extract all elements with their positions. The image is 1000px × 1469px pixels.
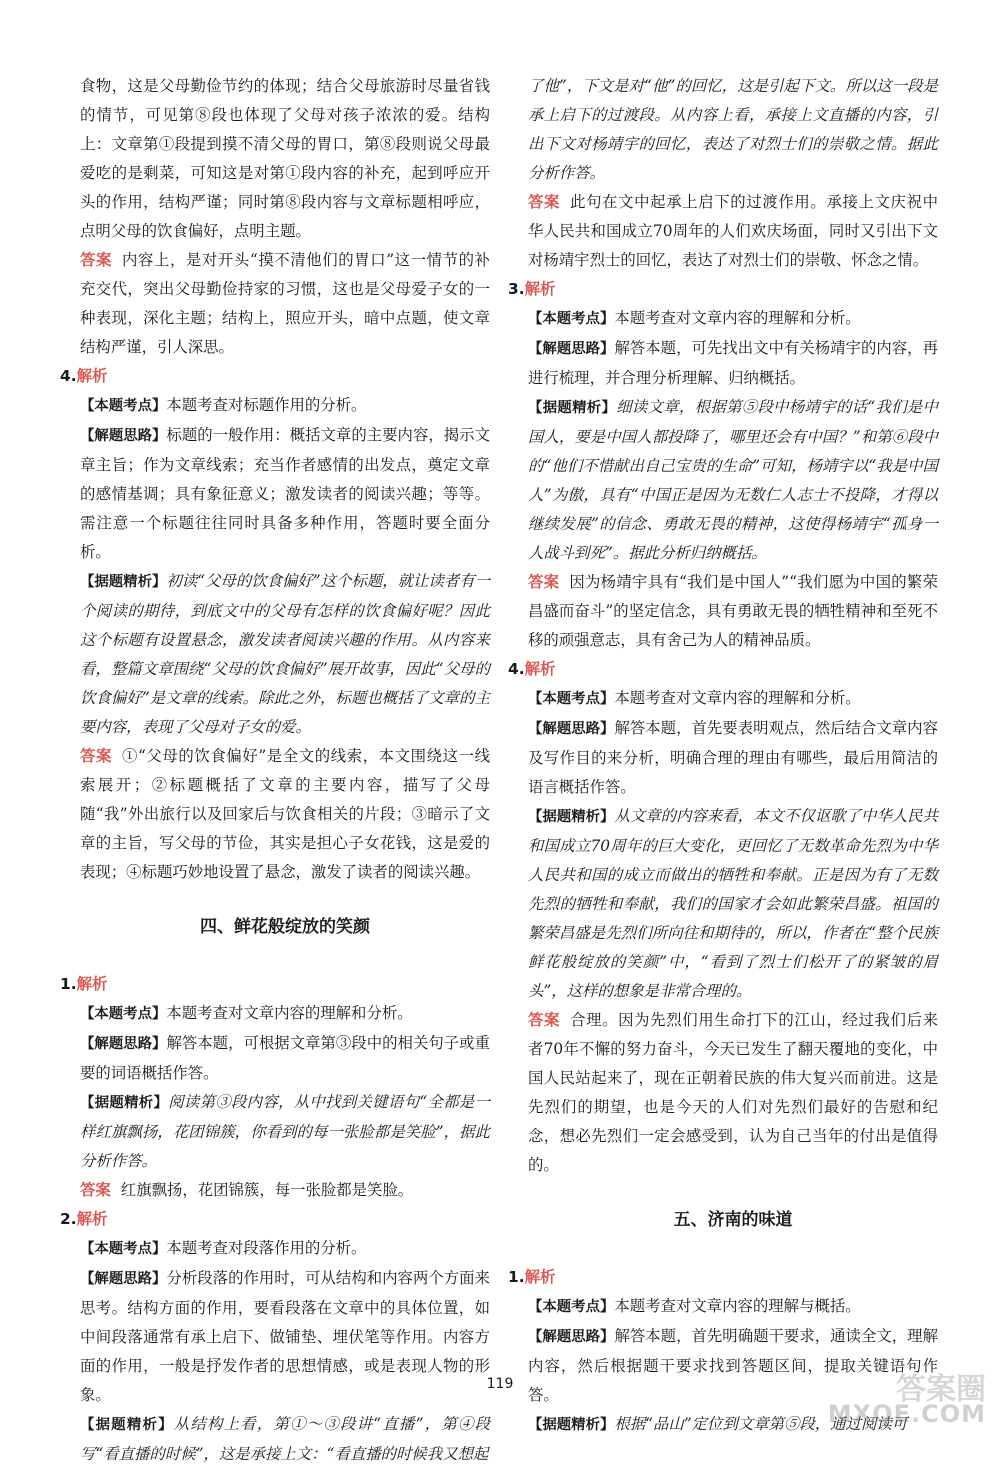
watermark-logo [810,1362,990,1432]
question-header [60,970,490,999]
question-number: 2. [60,1210,77,1228]
jingxi-paragraph [528,393,938,568]
answer-paragraph [80,742,490,887]
jingxi-paragraph [80,1410,490,1469]
analysis-label: 解析 [524,660,556,678]
watermark-cn: 答案圈 [896,1372,986,1407]
answer-text: 内容上，是对开头“摸不清他们的胃口”这一情节的补充交代，突出父母勤俭持家的习惯，这也是父母爱子女的一种表现，深化主题；结构上，照应开头，暗中点题，使文章结构严谨，引人深思。 [80,251,490,356]
silu-label: 【解题思路】 [80,1271,167,1287]
kaodian-text: 本题考查对文章内容的理解和分析。 [614,689,861,707]
question-header [508,1263,938,1292]
analysis-label: 解析 [76,975,108,993]
kaodian-paragraph [80,391,490,421]
answer-text: 红旗飘扬，花团锦簇，每一张脸都是笑脸。 [120,1181,414,1199]
jingxi-label: 【据题精析】 [80,1417,174,1433]
jingxi-label: 【据题精析】 [80,1095,169,1111]
left-column [60,72,490,1469]
question-number: 3. [508,280,525,298]
question-number: 1. [508,1268,525,1286]
silu-text: 解答本题，可先找出文中有关杨靖宇的内容，再进行梳理，并合理分析理解、归纳概括。 [528,339,938,387]
page-number: 119 [486,1376,514,1392]
analysis-label: 解析 [524,280,556,298]
answer-label: 答案 [80,1181,111,1199]
question-header [60,362,490,391]
kaodian-paragraph [80,999,490,1029]
silu-label: 【解题思路】 [528,1329,615,1345]
jingxi-paragraph [80,1088,490,1176]
answer-text: 合理。因为先烈们用生命打下的江山，经过我们后来者70年不懈的努力奋斗，今天已发生了翻天覆地的变化，中国人民站起来了，现在正朝着民族的伟大复兴而前进。这是先烈们的期望，也是今天的人们对先烈们最好的告慰和纪念，想必先烈们一定会感受到，认为自己当年的付出是值得的。 [528,1011,938,1174]
silu-paragraph [528,714,938,802]
kaodian-label: 【本题考点】 [80,1006,167,1022]
kaodian-paragraph [528,304,938,334]
answer-label: 答案 [528,573,560,591]
answer-paragraph [80,1176,490,1205]
answer-text: ①“父母的饮食偏好”是全文的线索，本文围绕这一线索展开；②标题概括了文章的主要内容，描写了父母随“我”外出旅行以及回家后与饮食相关的片段；③暗示了文章的主旨，写父母的节俭，其实是担心子女花钱，这是爱的表现；④标题巧妙地设置了悬念，激发了读者的阅读兴趣。 [80,747,490,881]
question-header [508,275,938,304]
answer-paragraph [528,188,938,275]
silu-paragraph [80,421,490,567]
question-header [60,1205,490,1234]
kaodian-text: 本题考查对段落作用的分析。 [166,1239,367,1257]
question-header [508,655,938,684]
silu-paragraph [80,1029,490,1088]
jingxi-text: 根据“品山”定位到文章第⑤段，通过阅读可 [614,1415,908,1433]
analysis-label: 解析 [76,367,108,385]
answer-paragraph [80,246,490,362]
jingxi-text: 初读“父母的饮食偏好”这个标题，就让读者有一个阅读的期待，到底文中的父母有怎样的饮食偏好呢？因此这个标题有设置悬念，激发读者阅读兴趣的作用。从内容来看，整篇文章围绕“父母的饮食偏好”展开故事，因此“父母的饮食偏好”是文章的线索。除此之外，标题也概括了文章的主要内容，表现了父母对子女的爱。 [80,572,490,736]
silu-label: 【解题思路】 [80,428,167,444]
answer-paragraph [528,568,938,655]
kaodian-label: 【本题考点】 [528,1299,615,1315]
answer-text: 因为杨靖宇具有“我们是中国人”“我们愿为中国的繁荣昌盛而奋斗”的坚定信念，具有勇敢无畏的牺牲精神和至死不移的顽强意志，具有舍己为人的精神品质。 [528,573,938,649]
section-title: 五、济南的味道 [673,1210,793,1230]
kaodian-text: 本题考查对文章内容的理解和分析。 [166,1004,413,1022]
jingxi-text: 细读文章，根据第⑤段中杨靖宇的话“我们是中国人，要是中国人都投降了，哪里还会有中国？”和第⑥段中的“他们不惜献出自己宝贵的生命”可知，杨靖宇以“我是中国人”为傲，具有“中国正是因为无数仁人志士不投降，才得以继续发展”的信念、勇敢无畏的精神，这使得杨靖宇“孤身一人战斗到死”。据此分析归纳概括。 [528,398,938,562]
kaodian-label: 【本题考点】 [80,1241,167,1257]
analysis-label: 解析 [524,1268,556,1286]
watermark-en: MXQE.COM [827,1400,986,1428]
silu-label: 【解题思路】 [80,1036,167,1052]
jingxi-label: 【据题精析】 [528,809,615,825]
silu-text: 分析段落的作用时，可从结构和内容两个方面来思考。结构方面的作用，要看段落在文章中的具体位置，如中间段落通常有承上启下、做铺垫、埋伏笔等作用。内容方面的作用，一般是抒发作者的思想情感，或是表现人物的形象。 [80,1269,490,1404]
right-column [508,72,938,1440]
kaodian-paragraph [80,1234,490,1264]
silu-text: 解答本题，可根据文章第③段中的相关句子或重要的词语概括作答。 [80,1034,490,1082]
question-number: 4. [508,660,525,678]
silu-paragraph [528,334,938,393]
silu-label: 【解题思路】 [528,721,615,737]
question-number: 4. [60,367,77,385]
analysis-label: 解析 [76,1210,108,1228]
paragraph: 了他”，下文是对“他”的回忆，这是引起下文。所以这一段是承上启下的过渡段。从内容上看，承接上文直播的内容，引出下文对杨靖宇的回忆，表达了对烈士们的崇敬之情。据此分析作答。 [528,77,938,182]
jingxi-label: 【据题精析】 [528,1417,615,1433]
kaodian-paragraph [528,684,938,714]
answer-label: 答案 [528,193,561,211]
jingxi-text: 阅读第③段内容，从中找到关键语句“全都是一样红旗飘扬，花团锦簇，你看到的每一张脸都是笑脸”，据此分析作答。 [80,1093,490,1170]
silu-text: 标题的一般作用：概括文章的主要内容，揭示文章主旨；作为文章线索；充当作者感情的出发点，奠定文章的感情基调；具有象征意义；激发读者的阅读兴趣；等等。需注意一个标题往往同时具备多种作用，答题时要全面分析。 [80,426,490,561]
kaodian-label: 【本题考点】 [528,691,615,707]
kaodian-label: 【本题考点】 [528,311,615,327]
jingxi-label: 【据题精析】 [80,574,167,590]
silu-text: 解答本题，首先要表明观点，然后结合文章内容及写作目的来分析，明确合理的理由有哪些，最后用简洁的语言概括作答。 [528,719,938,796]
kaodian-paragraph [528,1292,938,1322]
section-title: 四、鲜花般绽放的笑颜 [200,917,370,937]
jingxi-paragraph [528,802,938,1006]
silu-label: 【解题思路】 [528,341,615,357]
jingxi-label: 【据题精析】 [528,400,617,416]
question-number: 1. [60,975,77,993]
kaodian-text: 本题考查对文章内容的理解和分析。 [614,309,861,327]
silu-text: 解答本题，首先明确题干要求，通读全文，理解内容，然后根据题干要求找到答题区间，提取关键语句作答。 [528,1327,938,1404]
answer-paragraph [528,1006,938,1180]
jingxi-text: 从文章的内容来看，本文不仅讴歌了中华人民共和国成立70周年的巨大变化，更回忆了无数革命先烈为中华人民共和国的成立而做出的牺牲和奉献。正是因为有了无数先烈的牺牲和奉献，我们的国家才会如此繁荣昌盛。祖国的繁荣昌盛是先烈们所向往和期待的，所以，作者在“整个民族鲜花般绽放的笑颜”中，“看到了烈士们松开了的紧皱的眉头”，这样的想象是非常合理的。 [528,807,938,1000]
kaodian-text: 本题考查对标题作用的分析。 [166,396,367,414]
answer-label: 答案 [528,1011,561,1029]
kaodian-label: 【本题考点】 [80,398,167,414]
paragraph: 食物，这是父母勤俭节约的体现；结合父母旅游时尽量省钱的情节，可见第⑧段也体现了父母对孩子浓浓的爱。结构上：文章第①段提到摸不清父母的胃口，第⑧段则说父母最爱吃的是剩菜，可知这是对第①段内容的补充，起到呼应开头的作用，结构严谨；同时第⑧段内容与文章标题相呼应，点明父母的饮食偏好，点明主题。 [80,77,490,240]
jingxi-text: 从结构上看，第①～③段讲“直播”，第④段写“看直播的时候”，这是承接上文：“看直播的时候我又想起 [80,1415,490,1463]
answer-label: 答案 [80,747,112,765]
answer-label: 答案 [80,251,112,269]
kaodian-text: 本题考查对文章内容的理解与概括。 [614,1297,861,1315]
answer-text: 此句在文中起承上启下的过渡作用。承接上文庆祝中华人民共和国成立70周年的人们欢庆场面，同时又引出下文对杨靖宇烈士的回忆，表达了对烈士们的崇敬、怀念之情。 [528,193,938,269]
jingxi-paragraph [80,567,490,742]
